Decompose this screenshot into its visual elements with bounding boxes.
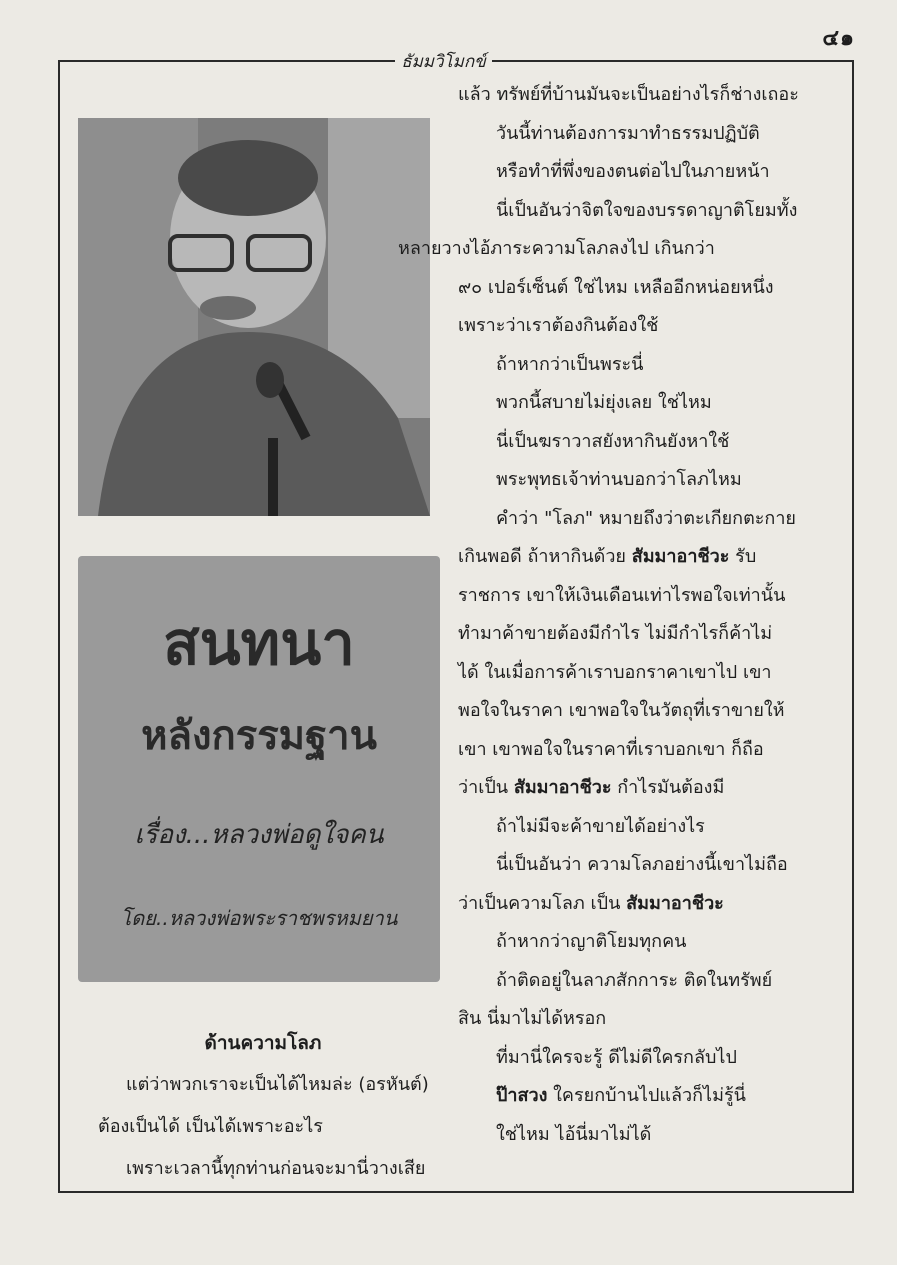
- text-segment: ว่าเป็นความโลภ เป็น: [458, 892, 627, 914]
- text-line: ๙๐ เปอร์เซ็นต์ ใช่ไหม เหลืออีกหน่อยหนึ่ง: [458, 276, 774, 298]
- text-line: สิน นี่มาไม่ได้หรอก: [458, 1008, 607, 1029]
- text-line: ถ้าหากว่าญาติโยมทุกคน: [496, 931, 687, 952]
- text-segment: เกินพอดี ถ้าหากินด้วย: [458, 546, 632, 567]
- monk-photo: [78, 118, 430, 516]
- text-line: ทำมาค้าขายต้องมีกำไร ไม่มีกำไรก็ค้าไม่: [458, 623, 773, 644]
- text-line: พอใจในราคา เขาพอใจในวัตถุที่เราขายให้: [458, 700, 785, 721]
- left-column: [78, 1022, 448, 1190]
- text-line: แล้ว ทรัพย์ที่บ้านมันจะเป็นอย่างไรก็ช่างเถอะ: [458, 84, 799, 105]
- text-line: ที่มานี่ใครจะรู้ ดีไม่ดีใครกลับไป: [496, 1046, 737, 1068]
- text-line: พวกนี้สบายไม่ยุ่งเลย ใช่ไหม: [496, 392, 712, 413]
- text-line: นี่เป็นอันว่าจิตใจของบรรดาญาติโยมทั้ง: [496, 199, 798, 221]
- term-highlight: สัมมาอาชีวะ: [626, 892, 724, 914]
- text-line: หลายวางไอ้ภาระความโลภลงไป เกินกว่า: [398, 238, 715, 259]
- text-line: ถ้าติดอยู่ในลาภสักการะ ติดในทรัพย์: [496, 969, 773, 991]
- text-segment: รับ: [729, 546, 757, 567]
- text-line: [458, 538, 820, 577]
- text-line: ได้ ในเมื่อการค้าเราบอกราคาเขาไป เขา: [458, 661, 772, 683]
- header-title: ธัมมวิโมกข์: [395, 48, 492, 75]
- text-line: ราชการ เขาให้เงินเดือนเท่าไรพอใจเท่านั้น: [458, 584, 786, 606]
- text-line: [458, 769, 820, 808]
- title-main: สนทนา: [163, 609, 355, 679]
- title-sub: หลังกรรมฐาน: [141, 712, 377, 759]
- text-segment: ใครยกบ้านไปแล้วก็ไม่รู้นี่: [547, 1085, 746, 1106]
- text-line: ถ้าหากว่าเป็นพระนี่: [496, 353, 644, 375]
- photo-illustration: [78, 118, 430, 516]
- text-line: คำว่า "โลภ" หมายถึงว่าตะเกียกตะกาย: [496, 507, 796, 529]
- text-line: พระพุทธเจ้าท่านบอกว่าโลภไหม: [496, 469, 742, 490]
- text-line: วันนี้ท่านต้องการมาทำธรรมปฏิบัติ: [496, 122, 760, 144]
- text-line: [458, 1077, 820, 1116]
- section-heading: ด้านความโลภ: [204, 1032, 322, 1054]
- term-highlight: ป๊าสวง: [496, 1085, 548, 1106]
- text-line: ต้องเป็นได้ เป็นได้เพราะอะไร: [98, 1116, 323, 1137]
- text-line: เขา เขาพอใจในราคาที่เราบอกเขา ก็ถือ: [458, 738, 764, 760]
- text-line: เพราะว่าเราต้องกินต้องใช้: [458, 315, 659, 336]
- text-line: แต่ว่าพวกเราจะเป็นได้ไหมล่ะ (อรหันต์): [126, 1074, 429, 1095]
- text-line: ใช่ไหม ไอ้นี่มาไม่ได้: [496, 1123, 652, 1145]
- text-segment: ว่าเป็น: [458, 777, 514, 798]
- text-line: [458, 885, 820, 924]
- text-line: เพราะเวลานี้ทุกท่านก่อนจะมานี่วางเสีย: [126, 1158, 426, 1179]
- text-line: หรือทำที่พึ่งของตนต่อไปในภายหน้า: [496, 161, 770, 182]
- text-line: นี่เป็นอันว่า ความโลภอย่างนี้เขาไม่ถือ: [496, 854, 788, 875]
- title-box: [78, 556, 440, 982]
- text-line: ถ้าไม่มีจะค้าขายได้อย่างไร: [496, 815, 705, 837]
- page-number: ๔๑: [822, 26, 855, 51]
- story-title: เรื่อง...หลวงพ่อดูใจคน: [134, 820, 384, 850]
- term-highlight: สัมมาอาชีวะ: [631, 546, 730, 567]
- right-column: [398, 76, 820, 1154]
- author-line: โดย..หลวงพ่อพระราชพรหมยาน: [120, 906, 398, 930]
- term-highlight: สัมมาอาชีวะ: [513, 777, 612, 798]
- text-segment: กำไรมันต้องมี: [611, 777, 725, 798]
- text-line: นี่เป็นฆราวาสยังหากินยังหาใช้: [496, 430, 730, 452]
